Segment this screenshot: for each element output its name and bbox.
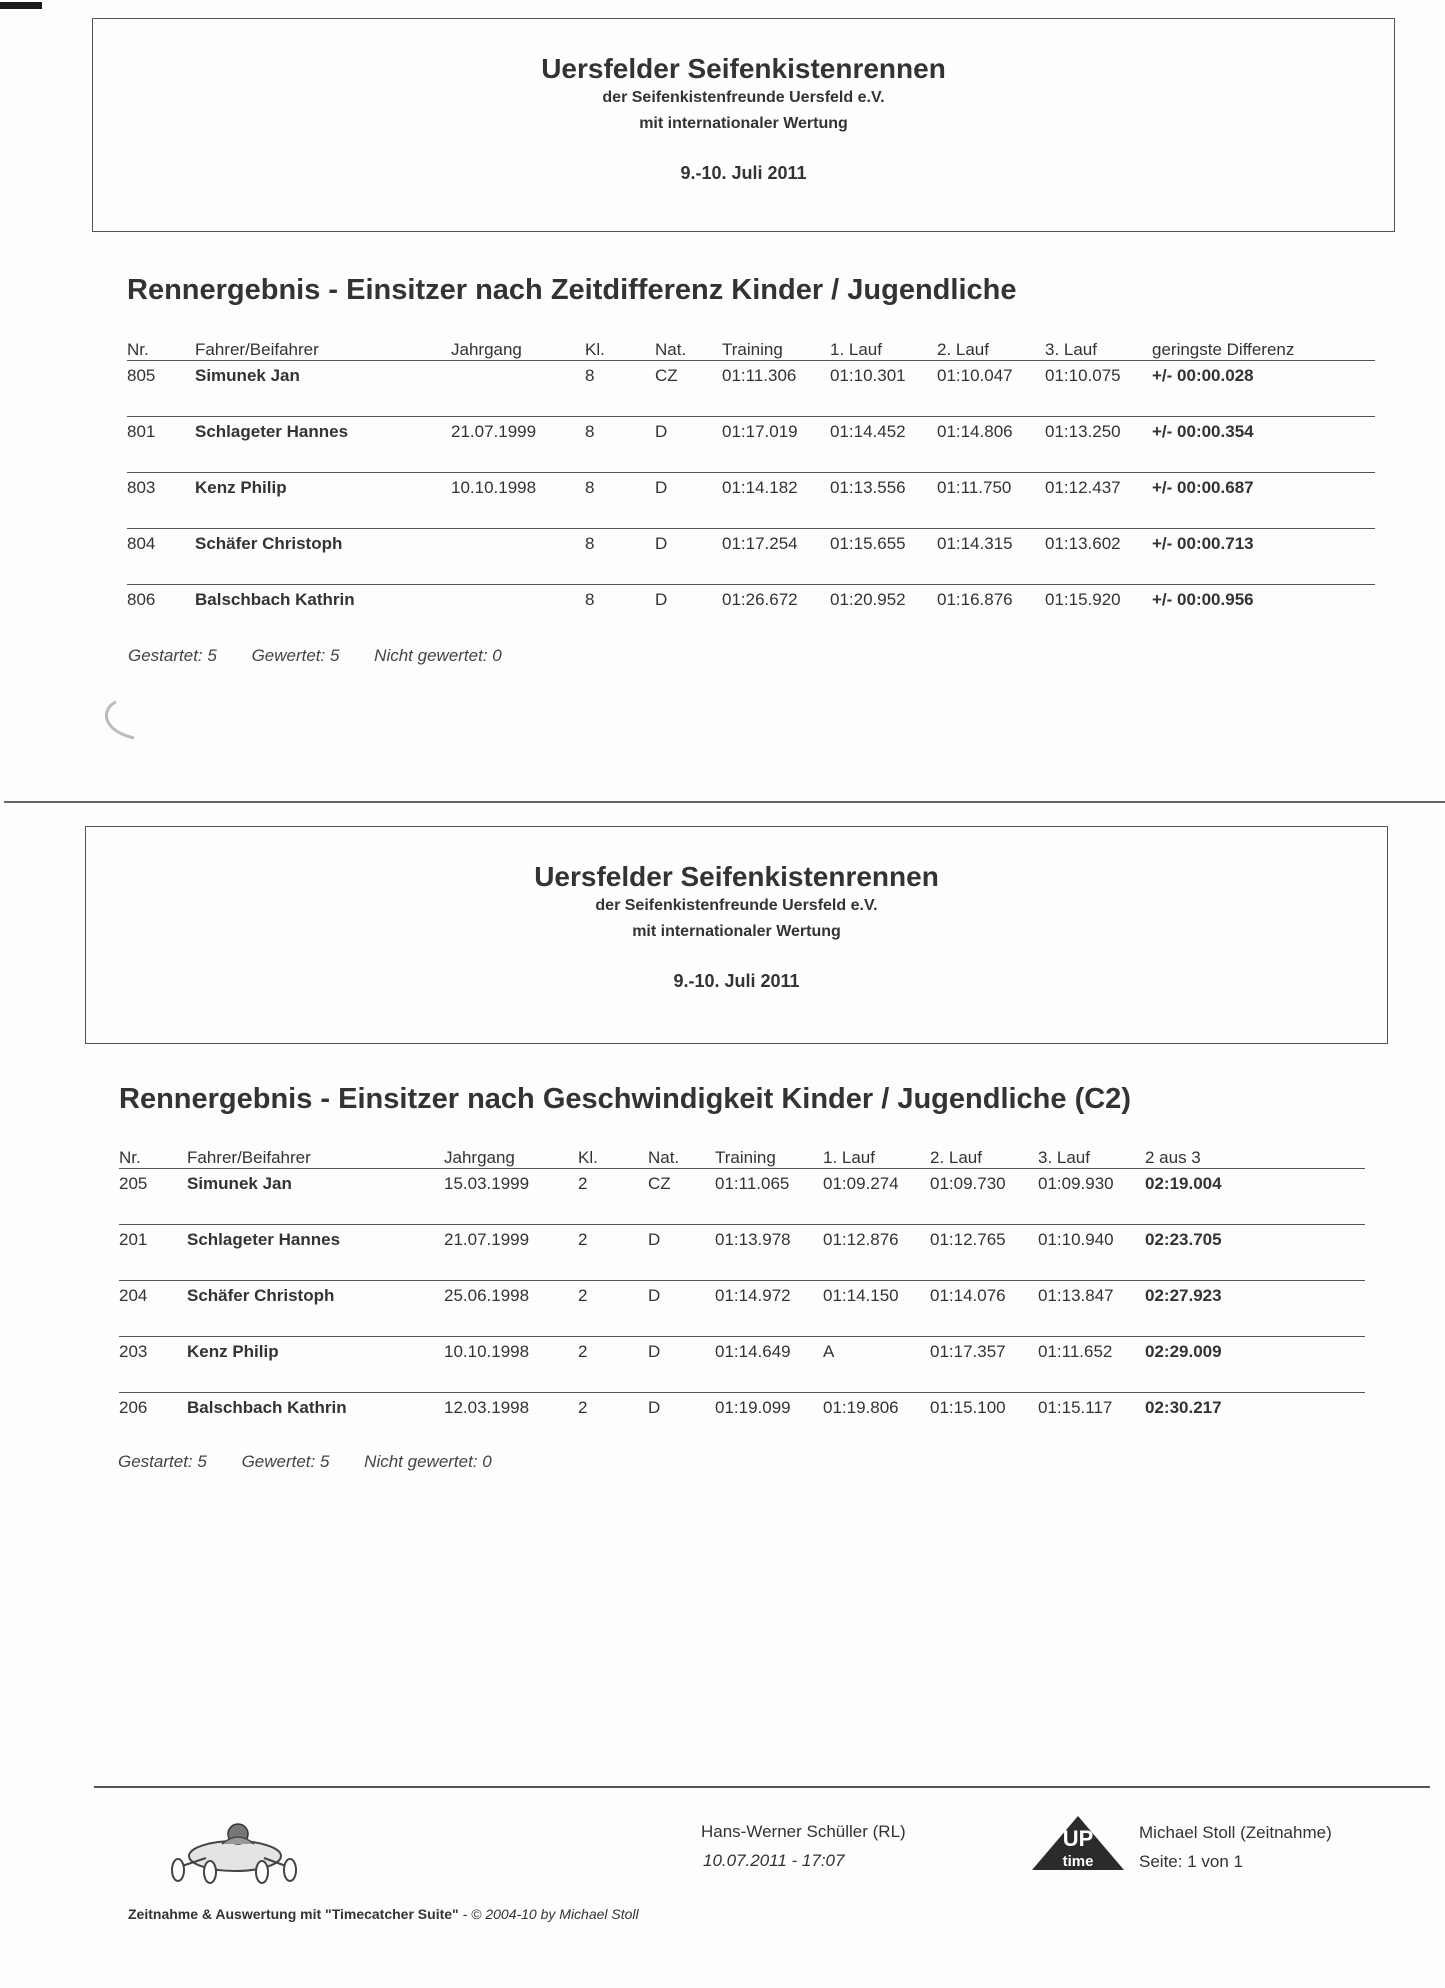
cell-nation: CZ: [648, 1169, 715, 1225]
cell-nation: D: [648, 1281, 715, 1337]
print-timestamp: 10.07.2011 - 17:07: [703, 1851, 845, 1870]
cell-run3: 01:15.117: [1038, 1398, 1113, 1417]
cell-run1: 01:15.655: [830, 529, 937, 585]
cell-training: 01:14.972: [715, 1281, 823, 1337]
cell-run3: 01:09.930: [1038, 1169, 1145, 1225]
cell-run3: 01:15.920: [1045, 590, 1121, 609]
cell-training: 01:14.182: [722, 473, 830, 529]
cell-run2: 01:14.315: [937, 529, 1045, 585]
cell-birth: [451, 361, 585, 417]
cell-result: 02:27.923: [1145, 1281, 1365, 1337]
cell-run3: 01:12.437: [1045, 473, 1152, 529]
cell-training: 01:11.065: [715, 1169, 823, 1225]
soapbox-car-logo: [160, 1812, 310, 1888]
cell-nr: 204: [119, 1281, 187, 1337]
cell-run2: 01:14.806: [937, 417, 1045, 473]
col-run1: 1. Lauf: [823, 1144, 930, 1169]
cell-run1: 01:19.806: [823, 1398, 899, 1417]
col-nation: Nat.: [655, 336, 722, 361]
cell-class: 2: [578, 1169, 648, 1225]
event-rating-note: mit internationaler Wertung: [632, 923, 841, 940]
cell-birth: [451, 529, 585, 585]
cell-run1: 01:14.452: [830, 417, 937, 473]
cell-nation: D: [655, 473, 722, 529]
col-birth: Jahrgang: [444, 1144, 578, 1169]
cell-nr: 801: [127, 417, 195, 473]
cell-run2: 01:12.765: [930, 1225, 1038, 1281]
table-row: [127, 417, 1375, 473]
cell-nation: D: [655, 590, 668, 609]
section-2-heading: [119, 1083, 1131, 1116]
cell-class: 2: [578, 1337, 648, 1393]
cell-class: 2: [578, 1225, 648, 1281]
col-result: 2 aus 3: [1145, 1144, 1365, 1169]
cell-run3: 01:11.652: [1038, 1337, 1145, 1393]
cell-driver: Schlageter Hannes: [195, 417, 451, 473]
summary-rated: Gewertet: 5: [251, 646, 340, 665]
table-header-row: [127, 336, 1375, 361]
cell-run1: 01:14.150: [823, 1281, 930, 1337]
cell-result: 02:19.004: [1145, 1169, 1365, 1225]
credit-copyright: - © 2004-10 by Michael Stoll: [462, 1906, 639, 1922]
cell-run1: A: [823, 1337, 930, 1393]
cell-training: 01:13.978: [715, 1225, 823, 1281]
cell-training: 01:26.672: [722, 590, 798, 609]
table-row: [119, 1169, 1365, 1225]
col-training: Training: [722, 336, 830, 361]
cell-nr: 206: [119, 1398, 148, 1417]
event-organizer: der Seifenkistenfreunde Uersfeld e.V.: [595, 897, 878, 914]
cell-training: 01:11.306: [722, 361, 830, 417]
col-run3: 3. Lauf: [1038, 1144, 1145, 1169]
cell-class: 8: [585, 473, 655, 529]
summary-rated: Gewertet: 5: [241, 1452, 330, 1471]
cell-birth: 10.10.1998: [444, 1337, 578, 1393]
cell-class: 8: [585, 529, 655, 585]
cell-birth: 10.10.1998: [451, 473, 585, 529]
cell-run1: 01:09.274: [823, 1169, 930, 1225]
cell-nation: CZ: [655, 361, 722, 417]
cell-run1: 01:13.556: [830, 473, 937, 529]
cell-birth: 21.07.1999: [444, 1225, 578, 1281]
table-row: [119, 1337, 1365, 1393]
cell-result: +/- 00:00.713: [1152, 529, 1375, 585]
summary-started: Gestartet: 5: [118, 1452, 207, 1471]
section-title: Rennergebnis - Einsitzer nach Geschwindigkeit Kinder / Jugendliche (C2): [119, 1083, 1131, 1115]
col-run2: 2. Lauf: [937, 336, 1045, 361]
section-1-summary: [128, 646, 532, 666]
cell-result: 02:30.217: [1145, 1398, 1222, 1417]
cell-run2: 01:10.047: [937, 361, 1045, 417]
col-run2: 2. Lauf: [930, 1144, 1038, 1169]
summary-not-rated: Nicht gewertet: 0: [364, 1452, 492, 1471]
cell-run3: 01:13.602: [1045, 529, 1152, 585]
cell-birth: 12.03.1998: [444, 1398, 530, 1417]
cell-nation: D: [655, 417, 722, 473]
cell-nation: D: [648, 1337, 715, 1393]
section-title: Rennergebnis - Einsitzer nach Zeitdifferenz Kinder / Jugendliche: [127, 274, 1017, 306]
race-leader: Hans-Werner Schüller (RL): [701, 1822, 906, 1841]
cell-driver: Simunek Jan: [187, 1169, 444, 1225]
cell-birth: 21.07.1999: [451, 417, 585, 473]
cell-driver: Schlageter Hannes: [187, 1225, 444, 1281]
logo-time-text: time: [1062, 1853, 1094, 1870]
cell-class: 8: [585, 417, 655, 473]
cell-result: 02:29.009: [1145, 1337, 1365, 1393]
col-run3: 3. Lauf: [1045, 336, 1152, 361]
summary-started: Gestartet: 5: [128, 646, 217, 665]
software-credit: [128, 1906, 639, 1922]
event-organizer: der Seifenkistenfreunde Uersfeld e.V.: [602, 89, 885, 106]
cell-nr: 805: [127, 361, 195, 417]
credit-main: Zeitnahme & Auswertung mit "Timecatcher Suite": [128, 1906, 459, 1922]
cell-result: +/- 00:00.956: [1152, 590, 1254, 609]
results-table-1: [127, 336, 1375, 641]
cell-nr: 806: [127, 590, 156, 609]
event-title: Uersfelder Seifenkistenrennen: [541, 53, 946, 84]
summary-not-rated: Nicht gewertet: 0: [374, 646, 502, 665]
cell-training: 01:14.649: [715, 1337, 823, 1393]
cell-driver: Simunek Jan: [195, 361, 451, 417]
cell-class: 2: [578, 1398, 588, 1417]
col-class: Kl.: [578, 1144, 648, 1169]
uptime-logo: [1030, 1814, 1126, 1872]
cell-training: 01:17.019: [722, 417, 830, 473]
cell-nation: D: [655, 529, 722, 585]
table-row: [127, 361, 1375, 417]
cell-run2: 01:15.100: [930, 1398, 1006, 1417]
cell-nr: 205: [119, 1169, 187, 1225]
table-row: [127, 473, 1375, 529]
cell-run2: 01:14.076: [930, 1281, 1038, 1337]
section-2-summary: [118, 1452, 522, 1472]
event-title: Uersfelder Seifenkistenrennen: [534, 861, 939, 892]
cell-driver: Schäfer Christoph: [195, 529, 451, 585]
col-driver: Fahrer/Beifahrer: [187, 1144, 444, 1169]
col-class: Kl.: [585, 336, 655, 361]
page-fold-line: [4, 801, 1445, 803]
results-table-2: [119, 1144, 1365, 1449]
cell-result: +/- 00:00.028: [1152, 361, 1375, 417]
cell-class: 8: [585, 590, 595, 609]
cell-driver: Balschbach Kathrin: [187, 1398, 347, 1417]
cell-run3: 01:13.847: [1038, 1281, 1145, 1337]
cell-run1: 01:12.876: [823, 1225, 930, 1281]
logo-up-text: UP: [1062, 1826, 1094, 1851]
cell-run3: 01:13.250: [1045, 417, 1152, 473]
cell-nr: 803: [127, 473, 195, 529]
cell-birth: 25.06.1998: [444, 1281, 578, 1337]
cell-result: 02:23.705: [1145, 1225, 1365, 1281]
section-1-heading: [127, 274, 1016, 307]
table-header-row: [119, 1144, 1365, 1169]
timekeeper: Michael Stoll (Zeitnahme): [1139, 1823, 1332, 1842]
event-date: 9.-10. Juli 2011: [680, 163, 807, 183]
cell-run1: 01:20.952: [830, 590, 906, 609]
cell-run1: 01:10.301: [830, 361, 937, 417]
col-driver: Fahrer/Beifahrer: [195, 336, 451, 361]
col-nr: Nr.: [127, 336, 195, 361]
col-result: geringste Differenz: [1152, 336, 1375, 361]
cell-nr: 804: [127, 529, 195, 585]
cell-run2: 01:11.750: [937, 473, 1045, 529]
scan-edge-mark: [0, 2, 42, 9]
cell-run3: 01:10.075: [1045, 361, 1152, 417]
table-row: [127, 529, 1375, 585]
cell-driver: Balschbach Kathrin: [195, 590, 355, 609]
cell-birth: [451, 585, 585, 641]
table-row: [127, 585, 1375, 641]
table-row: [119, 1393, 1365, 1449]
col-nr: Nr.: [119, 1144, 187, 1169]
table-row: [119, 1281, 1365, 1337]
punch-hole-mark: [98, 696, 142, 744]
cell-run3: 01:10.940: [1038, 1225, 1145, 1281]
col-birth: Jahrgang: [451, 336, 585, 361]
cell-result: +/- 00:00.687: [1152, 473, 1375, 529]
cell-nr: 201: [119, 1225, 187, 1281]
footer-divider: [94, 1786, 1430, 1788]
cell-nation: D: [648, 1225, 715, 1281]
cell-class: 2: [578, 1281, 648, 1337]
cell-result: +/- 00:00.354: [1152, 417, 1375, 473]
col-run1: 1. Lauf: [830, 336, 937, 361]
cell-driver: Schäfer Christoph: [187, 1281, 444, 1337]
cell-run2: 01:16.876: [937, 590, 1013, 609]
cell-nr: 203: [119, 1337, 187, 1393]
cell-run2: 01:09.730: [930, 1169, 1038, 1225]
col-nation: Nat.: [648, 1144, 715, 1169]
cell-training: 01:17.254: [722, 529, 830, 585]
event-header-2: [85, 826, 1388, 1044]
event-header-1: [92, 18, 1395, 232]
cell-run2: 01:17.357: [930, 1337, 1038, 1393]
cell-driver: Kenz Philip: [195, 473, 451, 529]
col-training: Training: [715, 1144, 823, 1169]
cell-training: 01:19.099: [715, 1398, 791, 1417]
cell-nation: D: [648, 1398, 661, 1417]
page-number: Seite: 1 von 1: [1139, 1852, 1243, 1871]
cell-driver: Kenz Philip: [187, 1337, 444, 1393]
cell-birth: 15.03.1999: [444, 1169, 578, 1225]
event-date: 9.-10. Juli 2011: [673, 971, 800, 991]
cell-class: 8: [585, 361, 655, 417]
table-row: [119, 1225, 1365, 1281]
event-rating-note: mit internationaler Wertung: [639, 115, 848, 132]
